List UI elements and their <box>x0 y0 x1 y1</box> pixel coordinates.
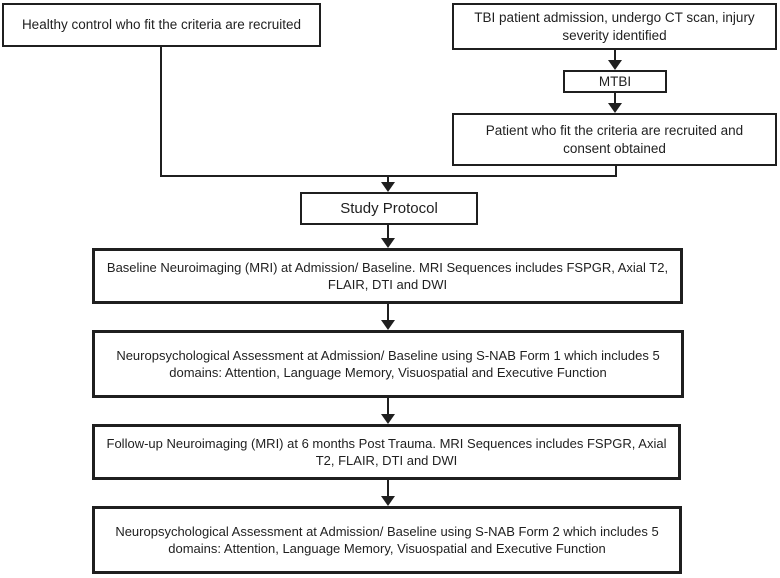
arrowhead-into-baseline <box>381 238 395 248</box>
node-neuropsych-baseline: Neuropsychological Assessment at Admission/ Baseline using S-NAB Form 1 which includes 5 domains: Attention, Language Memory, Visuospatial and Executive Function <box>92 330 684 398</box>
arrowhead-into-patient <box>608 103 622 113</box>
connector-protocol-baseline <box>387 225 389 239</box>
connector-healthy-down <box>160 46 162 177</box>
arrowhead-into-study-protocol <box>381 182 395 192</box>
node-baseline-neuroimaging: Baseline Neuroimaging (MRI) at Admission/ Baseline. MRI Sequences includes FSPGR, Axial T2, FLAIR, DTI and DWI <box>92 248 683 304</box>
arrowhead-into-neuro1 <box>381 320 395 330</box>
node-tbi-admission: TBI patient admission, undergo CT scan, injury severity identified <box>452 3 777 50</box>
connector-neuro1-followup <box>387 398 389 415</box>
node-healthy-control: Healthy control who fit the criteria are recruited <box>2 3 321 47</box>
node-followup-neuroimaging: Follow-up Neuroimaging (MRI) at 6 months Post Trauma. MRI Sequences includes FSPGR, Axial T2, FLAIR, DTI and DWI <box>92 424 681 480</box>
connector-followup-neuro2 <box>387 480 389 497</box>
node-study-protocol: Study Protocol <box>300 192 478 225</box>
arrowhead-into-followup <box>381 414 395 424</box>
node-neuropsych-followup: Neuropsychological Assessment at Admission/ Baseline using S-NAB Form 2 which includes 5 domains: Attention, Language Memory, Visuospatial and Executive Function <box>92 506 682 574</box>
arrowhead-into-mtbi <box>608 60 622 70</box>
node-mtbi: MTBI <box>563 70 667 93</box>
connector-baseline-neuro1 <box>387 304 389 321</box>
arrowhead-into-neuro2 <box>381 496 395 506</box>
node-patient-recruited: Patient who fit the criteria are recruited and consent obtained <box>452 113 777 166</box>
